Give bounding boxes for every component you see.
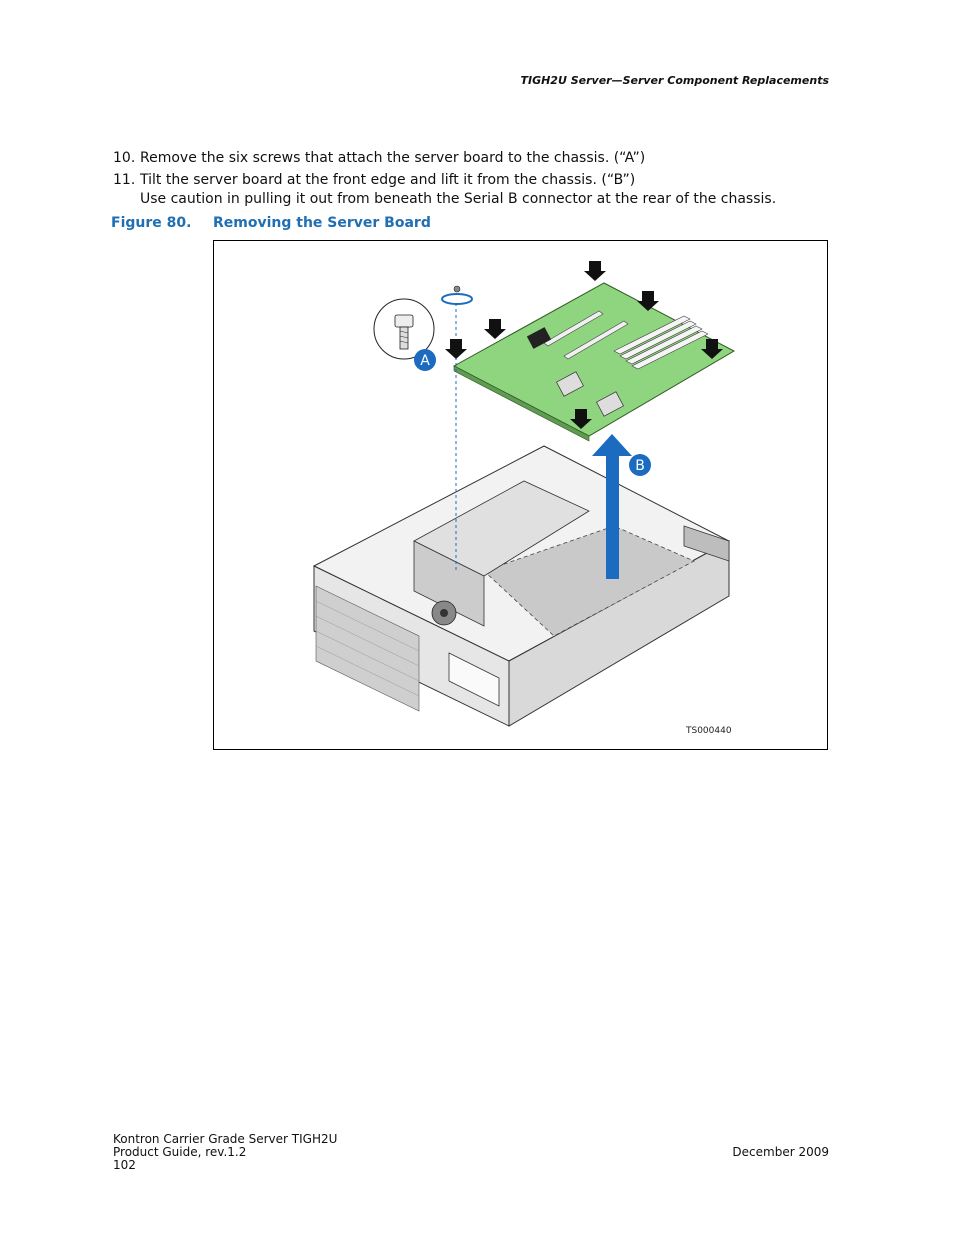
running-header: TIGH2U Server—Server Component Replacements (520, 74, 829, 87)
footer-date: December 2009 (732, 1145, 829, 1159)
procedure-steps (113, 149, 833, 209)
step-number: 11. (113, 172, 136, 188)
figure-id: TS000440 (686, 726, 732, 736)
footer-left (113, 1133, 337, 1172)
callout-b-badge (629, 454, 651, 476)
step-number: 10. (113, 150, 136, 166)
server-board-illustration-part (454, 283, 734, 441)
callout-a-label: A (420, 353, 430, 369)
figure-title: Removing the Server Board (213, 215, 431, 231)
step-text: Tilt the server board at the front edge and lift it from the chassis. (“B”) (140, 172, 636, 188)
server-board-illustration (214, 241, 829, 751)
chassis-illustration (314, 446, 729, 726)
footer-product: Kontron Carrier Grade Server TIGH2U (113, 1132, 338, 1146)
step-caution-text: Use caution in pulling it out from beneath the Serial B connector at the rear of the chassis. (140, 191, 777, 207)
step-10 (113, 149, 833, 168)
figure-label: Figure 80. (111, 215, 192, 231)
footer-guide: Product Guide, rev.1.2 (113, 1145, 247, 1159)
callout-a-badge (414, 349, 436, 371)
rotation-arrow-icon (442, 286, 472, 304)
figure-caption (111, 215, 431, 231)
footer-page-number: 102 (113, 1158, 136, 1172)
callout-b-label: B (635, 458, 645, 474)
figure-frame (213, 240, 828, 750)
step-11 (113, 171, 833, 209)
step-text: Remove the six screws that attach the server board to the chassis. (“A”) (140, 150, 646, 166)
